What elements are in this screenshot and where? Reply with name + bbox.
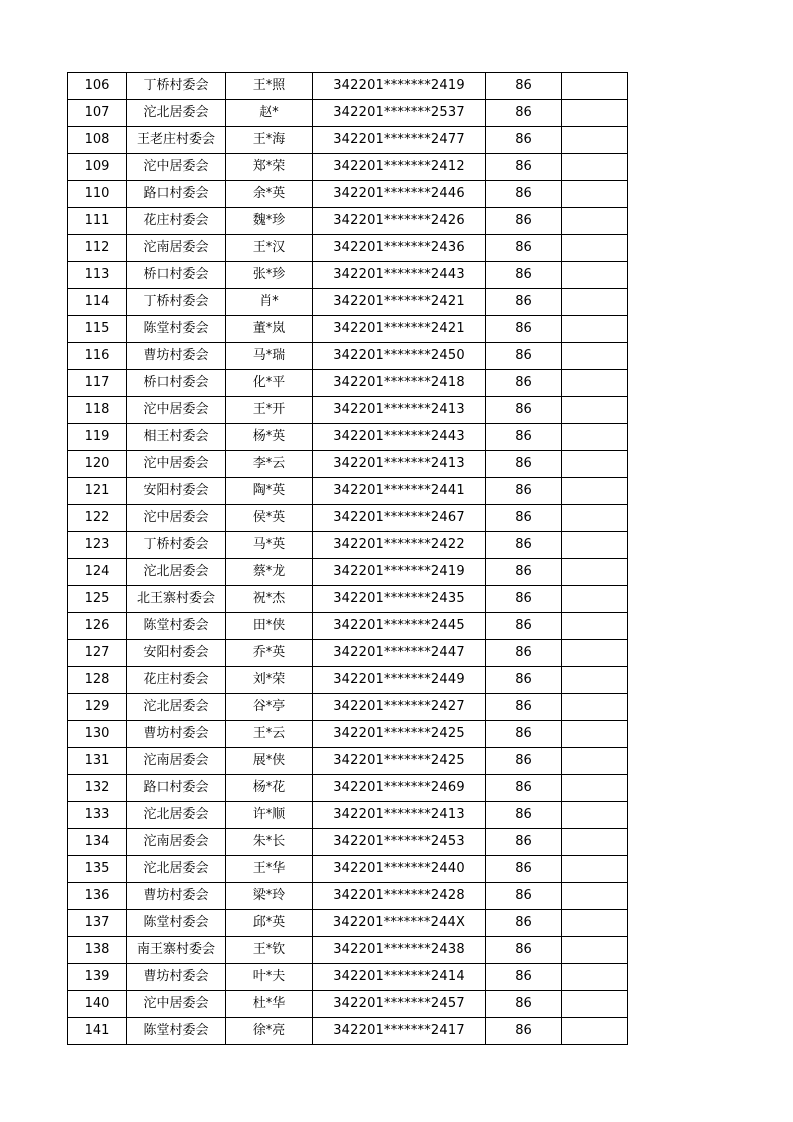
note-cell xyxy=(562,559,628,586)
id-number-cell: 342201*******2438 xyxy=(313,937,486,964)
organization-cell: 花庄村委会 xyxy=(127,208,226,235)
amount-cell: 86 xyxy=(486,964,562,991)
id-number-cell: 342201*******2469 xyxy=(313,775,486,802)
table-row xyxy=(68,775,628,802)
person-name-cell: 邱*英 xyxy=(226,910,313,937)
table-row xyxy=(68,424,628,451)
table-row xyxy=(68,829,628,856)
organization-cell: 北王寨村委会 xyxy=(127,586,226,613)
note-cell xyxy=(562,235,628,262)
row-number-cell: 127 xyxy=(68,640,127,667)
organization-cell: 沱中居委会 xyxy=(127,991,226,1018)
note-cell xyxy=(562,910,628,937)
table-row xyxy=(68,991,628,1018)
table-row xyxy=(68,802,628,829)
person-name-cell: 董*岚 xyxy=(226,316,313,343)
amount-cell: 86 xyxy=(486,586,562,613)
row-number-cell: 123 xyxy=(68,532,127,559)
row-number-cell: 109 xyxy=(68,154,127,181)
table-row xyxy=(68,721,628,748)
table-row xyxy=(68,73,628,100)
note-cell xyxy=(562,694,628,721)
id-number-cell: 342201*******2426 xyxy=(313,208,486,235)
row-number-cell: 126 xyxy=(68,613,127,640)
organization-cell: 沱北居委会 xyxy=(127,559,226,586)
row-number-cell: 136 xyxy=(68,883,127,910)
person-name-cell: 梁*玲 xyxy=(226,883,313,910)
note-cell xyxy=(562,721,628,748)
note-cell xyxy=(562,505,628,532)
amount-cell: 86 xyxy=(486,829,562,856)
note-cell xyxy=(562,586,628,613)
person-name-cell: 余*英 xyxy=(226,181,313,208)
person-name-cell: 王*开 xyxy=(226,397,313,424)
organization-cell: 花庄村委会 xyxy=(127,667,226,694)
id-number-cell: 342201*******2419 xyxy=(313,73,486,100)
person-name-cell: 徐*亮 xyxy=(226,1018,313,1045)
person-name-cell: 化*平 xyxy=(226,370,313,397)
organization-cell: 陈堂村委会 xyxy=(127,613,226,640)
organization-cell: 安阳村委会 xyxy=(127,640,226,667)
note-cell xyxy=(562,991,628,1018)
table-row xyxy=(68,397,628,424)
id-number-cell: 342201*******2436 xyxy=(313,235,486,262)
amount-cell: 86 xyxy=(486,856,562,883)
organization-cell: 曹坊村委会 xyxy=(127,964,226,991)
table-row xyxy=(68,154,628,181)
row-number-cell: 141 xyxy=(68,1018,127,1045)
note-cell xyxy=(562,154,628,181)
table-row xyxy=(68,100,628,127)
organization-cell: 曹坊村委会 xyxy=(127,721,226,748)
id-number-cell: 342201*******2427 xyxy=(313,694,486,721)
amount-cell: 86 xyxy=(486,883,562,910)
person-name-cell: 刘*荣 xyxy=(226,667,313,694)
row-number-cell: 107 xyxy=(68,100,127,127)
note-cell xyxy=(562,100,628,127)
id-number-cell: 342201*******2419 xyxy=(313,559,486,586)
amount-cell: 86 xyxy=(486,991,562,1018)
organization-cell: 丁桥村委会 xyxy=(127,532,226,559)
table-row xyxy=(68,208,628,235)
amount-cell: 86 xyxy=(486,343,562,370)
person-name-cell: 赵* xyxy=(226,100,313,127)
table-row xyxy=(68,505,628,532)
table-row xyxy=(68,694,628,721)
amount-cell: 86 xyxy=(486,640,562,667)
row-number-cell: 117 xyxy=(68,370,127,397)
organization-cell: 南王寨村委会 xyxy=(127,937,226,964)
amount-cell: 86 xyxy=(486,937,562,964)
id-number-cell: 342201*******2435 xyxy=(313,586,486,613)
organization-cell: 沱北居委会 xyxy=(127,802,226,829)
id-number-cell: 342201*******2446 xyxy=(313,181,486,208)
note-cell xyxy=(562,181,628,208)
organization-cell: 沱北居委会 xyxy=(127,100,226,127)
note-cell xyxy=(562,127,628,154)
organization-cell: 曹坊村委会 xyxy=(127,883,226,910)
amount-cell: 86 xyxy=(486,559,562,586)
row-number-cell: 132 xyxy=(68,775,127,802)
row-number-cell: 129 xyxy=(68,694,127,721)
amount-cell: 86 xyxy=(486,424,562,451)
table-row xyxy=(68,613,628,640)
organization-cell: 桥口村委会 xyxy=(127,262,226,289)
id-number-cell: 342201*******2414 xyxy=(313,964,486,991)
table-row xyxy=(68,667,628,694)
person-name-cell: 陶*英 xyxy=(226,478,313,505)
row-number-cell: 108 xyxy=(68,127,127,154)
table-row xyxy=(68,883,628,910)
amount-cell: 86 xyxy=(486,370,562,397)
person-name-cell: 王*华 xyxy=(226,856,313,883)
organization-cell: 丁桥村委会 xyxy=(127,73,226,100)
table-row xyxy=(68,316,628,343)
person-name-cell: 朱*长 xyxy=(226,829,313,856)
person-name-cell: 祝*杰 xyxy=(226,586,313,613)
note-cell xyxy=(562,289,628,316)
amount-cell: 86 xyxy=(486,235,562,262)
amount-cell: 86 xyxy=(486,721,562,748)
amount-cell: 86 xyxy=(486,100,562,127)
organization-cell: 陈堂村委会 xyxy=(127,316,226,343)
person-name-cell: 李*云 xyxy=(226,451,313,478)
note-cell xyxy=(562,667,628,694)
row-number-cell: 113 xyxy=(68,262,127,289)
organization-cell: 沱南居委会 xyxy=(127,829,226,856)
organization-cell: 沱中居委会 xyxy=(127,451,226,478)
note-cell xyxy=(562,748,628,775)
organization-cell: 陈堂村委会 xyxy=(127,1018,226,1045)
row-number-cell: 139 xyxy=(68,964,127,991)
row-number-cell: 133 xyxy=(68,802,127,829)
amount-cell: 86 xyxy=(486,208,562,235)
amount-cell: 86 xyxy=(486,73,562,100)
row-number-cell: 118 xyxy=(68,397,127,424)
table-row xyxy=(68,586,628,613)
note-cell xyxy=(562,613,628,640)
note-cell xyxy=(562,775,628,802)
row-number-cell: 112 xyxy=(68,235,127,262)
organization-cell: 曹坊村委会 xyxy=(127,343,226,370)
organization-cell: 桥口村委会 xyxy=(127,370,226,397)
id-number-cell: 342201*******2477 xyxy=(313,127,486,154)
roster-table-body xyxy=(68,73,628,1045)
row-number-cell: 121 xyxy=(68,478,127,505)
id-number-cell: 342201*******2413 xyxy=(313,397,486,424)
note-cell xyxy=(562,73,628,100)
id-number-cell: 342201*******2417 xyxy=(313,1018,486,1045)
person-name-cell: 谷*亭 xyxy=(226,694,313,721)
row-number-cell: 122 xyxy=(68,505,127,532)
note-cell xyxy=(562,532,628,559)
note-cell xyxy=(562,964,628,991)
amount-cell: 86 xyxy=(486,694,562,721)
person-name-cell: 侯*英 xyxy=(226,505,313,532)
amount-cell: 86 xyxy=(486,1018,562,1045)
note-cell xyxy=(562,451,628,478)
table-row xyxy=(68,1018,628,1045)
amount-cell: 86 xyxy=(486,910,562,937)
person-name-cell: 杨*花 xyxy=(226,775,313,802)
row-number-cell: 138 xyxy=(68,937,127,964)
person-name-cell: 张*珍 xyxy=(226,262,313,289)
table-row xyxy=(68,181,628,208)
note-cell xyxy=(562,640,628,667)
person-name-cell: 马*英 xyxy=(226,532,313,559)
row-number-cell: 135 xyxy=(68,856,127,883)
amount-cell: 86 xyxy=(486,262,562,289)
id-number-cell: 342201*******2412 xyxy=(313,154,486,181)
table-row xyxy=(68,910,628,937)
note-cell xyxy=(562,937,628,964)
roster-table xyxy=(67,72,628,1045)
note-cell xyxy=(562,478,628,505)
organization-cell: 安阳村委会 xyxy=(127,478,226,505)
note-cell xyxy=(562,1018,628,1045)
amount-cell: 86 xyxy=(486,613,562,640)
id-number-cell: 342201*******2421 xyxy=(313,289,486,316)
person-name-cell: 展*侠 xyxy=(226,748,313,775)
id-number-cell: 342201*******2445 xyxy=(313,613,486,640)
row-number-cell: 125 xyxy=(68,586,127,613)
person-name-cell: 蔡*龙 xyxy=(226,559,313,586)
organization-cell: 沱中居委会 xyxy=(127,154,226,181)
organization-cell: 沱南居委会 xyxy=(127,748,226,775)
note-cell xyxy=(562,883,628,910)
id-number-cell: 342201*******2453 xyxy=(313,829,486,856)
table-row xyxy=(68,343,628,370)
id-number-cell: 342201*******2418 xyxy=(313,370,486,397)
organization-cell: 王老庄村委会 xyxy=(127,127,226,154)
table-row xyxy=(68,370,628,397)
row-number-cell: 134 xyxy=(68,829,127,856)
organization-cell: 路口村委会 xyxy=(127,181,226,208)
table-row xyxy=(68,964,628,991)
table-row xyxy=(68,262,628,289)
organization-cell: 沱北居委会 xyxy=(127,856,226,883)
note-cell xyxy=(562,424,628,451)
amount-cell: 86 xyxy=(486,505,562,532)
person-name-cell: 叶*夫 xyxy=(226,964,313,991)
row-number-cell: 111 xyxy=(68,208,127,235)
id-number-cell: 342201*******2440 xyxy=(313,856,486,883)
id-number-cell: 342201*******2428 xyxy=(313,883,486,910)
table-row xyxy=(68,856,628,883)
organization-cell: 丁桥村委会 xyxy=(127,289,226,316)
row-number-cell: 119 xyxy=(68,424,127,451)
id-number-cell: 342201*******2425 xyxy=(313,721,486,748)
person-name-cell: 王*照 xyxy=(226,73,313,100)
amount-cell: 86 xyxy=(486,451,562,478)
amount-cell: 86 xyxy=(486,748,562,775)
person-name-cell: 杜*华 xyxy=(226,991,313,1018)
id-number-cell: 342201*******2422 xyxy=(313,532,486,559)
id-number-cell: 342201*******2450 xyxy=(313,343,486,370)
organization-cell: 路口村委会 xyxy=(127,775,226,802)
amount-cell: 86 xyxy=(486,289,562,316)
table-row xyxy=(68,235,628,262)
note-cell xyxy=(562,829,628,856)
note-cell xyxy=(562,802,628,829)
person-name-cell: 马*瑞 xyxy=(226,343,313,370)
person-name-cell: 许*顺 xyxy=(226,802,313,829)
amount-cell: 86 xyxy=(486,127,562,154)
amount-cell: 86 xyxy=(486,478,562,505)
id-number-cell: 342201*******244X xyxy=(313,910,486,937)
note-cell xyxy=(562,343,628,370)
id-number-cell: 342201*******2467 xyxy=(313,505,486,532)
person-name-cell: 郑*荣 xyxy=(226,154,313,181)
amount-cell: 86 xyxy=(486,775,562,802)
id-number-cell: 342201*******2443 xyxy=(313,424,486,451)
row-number-cell: 131 xyxy=(68,748,127,775)
note-cell xyxy=(562,208,628,235)
note-cell xyxy=(562,397,628,424)
table-row xyxy=(68,937,628,964)
table-row xyxy=(68,532,628,559)
person-name-cell: 王*汉 xyxy=(226,235,313,262)
row-number-cell: 114 xyxy=(68,289,127,316)
id-number-cell: 342201*******2421 xyxy=(313,316,486,343)
amount-cell: 86 xyxy=(486,181,562,208)
organization-cell: 相王村委会 xyxy=(127,424,226,451)
id-number-cell: 342201*******2413 xyxy=(313,802,486,829)
person-name-cell: 魏*珍 xyxy=(226,208,313,235)
id-number-cell: 342201*******2537 xyxy=(313,100,486,127)
id-number-cell: 342201*******2447 xyxy=(313,640,486,667)
note-cell xyxy=(562,316,628,343)
person-name-cell: 王*云 xyxy=(226,721,313,748)
row-number-cell: 137 xyxy=(68,910,127,937)
amount-cell: 86 xyxy=(486,316,562,343)
organization-cell: 陈堂村委会 xyxy=(127,910,226,937)
table-row xyxy=(68,478,628,505)
row-number-cell: 120 xyxy=(68,451,127,478)
person-name-cell: 杨*英 xyxy=(226,424,313,451)
row-number-cell: 124 xyxy=(68,559,127,586)
table-row xyxy=(68,640,628,667)
id-number-cell: 342201*******2449 xyxy=(313,667,486,694)
note-cell xyxy=(562,370,628,397)
amount-cell: 86 xyxy=(486,397,562,424)
row-number-cell: 115 xyxy=(68,316,127,343)
id-number-cell: 342201*******2425 xyxy=(313,748,486,775)
person-name-cell: 王*钦 xyxy=(226,937,313,964)
amount-cell: 86 xyxy=(486,532,562,559)
amount-cell: 86 xyxy=(486,154,562,181)
organization-cell: 沱北居委会 xyxy=(127,694,226,721)
table-row xyxy=(68,289,628,316)
id-number-cell: 342201*******2457 xyxy=(313,991,486,1018)
organization-cell: 沱南居委会 xyxy=(127,235,226,262)
note-cell xyxy=(562,856,628,883)
amount-cell: 86 xyxy=(486,667,562,694)
row-number-cell: 130 xyxy=(68,721,127,748)
row-number-cell: 128 xyxy=(68,667,127,694)
row-number-cell: 110 xyxy=(68,181,127,208)
id-number-cell: 342201*******2443 xyxy=(313,262,486,289)
amount-cell: 86 xyxy=(486,802,562,829)
person-name-cell: 田*侠 xyxy=(226,613,313,640)
table-row xyxy=(68,127,628,154)
organization-cell: 沱中居委会 xyxy=(127,505,226,532)
person-name-cell: 王*海 xyxy=(226,127,313,154)
table-row xyxy=(68,748,628,775)
person-name-cell: 肖* xyxy=(226,289,313,316)
id-number-cell: 342201*******2441 xyxy=(313,478,486,505)
id-number-cell: 342201*******2413 xyxy=(313,451,486,478)
row-number-cell: 116 xyxy=(68,343,127,370)
note-cell xyxy=(562,262,628,289)
person-name-cell: 乔*英 xyxy=(226,640,313,667)
row-number-cell: 106 xyxy=(68,73,127,100)
table-row xyxy=(68,451,628,478)
organization-cell: 沱中居委会 xyxy=(127,397,226,424)
table-row xyxy=(68,559,628,586)
row-number-cell: 140 xyxy=(68,991,127,1018)
